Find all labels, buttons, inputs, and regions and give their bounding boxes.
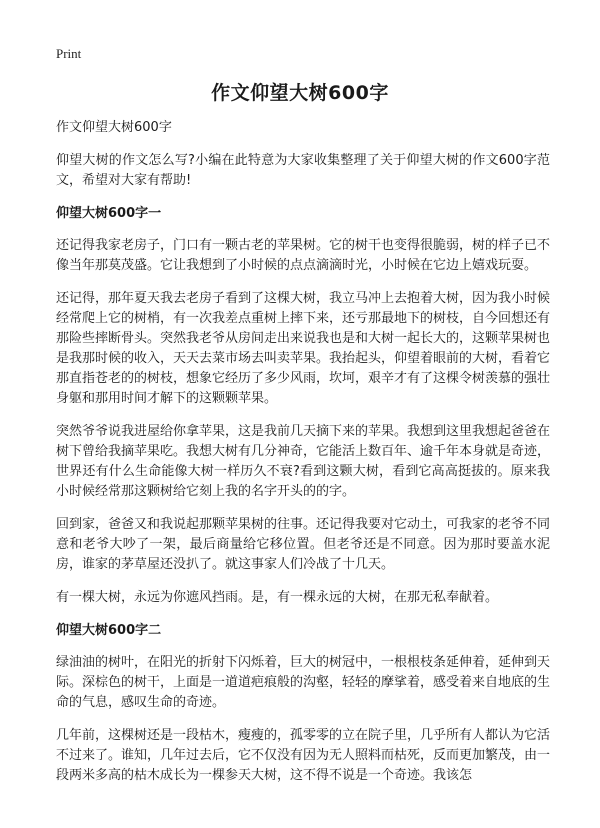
section-heading-1: 仰望大树600字一 (56, 206, 162, 221)
print-link[interactable]: Print (56, 46, 82, 61)
section-1-paragraph-4: 回到家，爸爸又和我说起那颗苹果树的往事。还记得我要对它动土，可我家的老爷不同意和老爷大吵了一架，最后商量给它移位置。但老爷还是不同意。因为那时要盖水泥房，谁家的茅草屋还没扒了。就这事家人们冷战了十几天。 (56, 517, 551, 572)
section-2-paragraph-2: 几年前，这棵树还是一段枯木，瘦瘦的，孤零零的立在院子里，几乎所有人都认为它活不过来了。谁知，几年过去后，它不仅没有因为无人照料而枯死，反而更加繁茂，由一段两米多高的枯木成长为一棵参天大树，这不得不说是一个奇迹。我该怎 (56, 728, 551, 783)
section-1-paragraph-1: 还记得我家老房子，门口有一颗古老的苹果树。它的树干也变得很脆弱，树的样子已不像当年那莫茂盛。它让我想到了小时候的点点滴滴时光，小时候在它边上嬉戏玩耍。 (56, 238, 551, 273)
section-1-paragraph-2: 还记得，那年夏天我去老房子看到了这棵大树，我立马冲上去抱着大树，因为我小时候经常爬上它的树梢，有一次我差点重树上摔下来，还亏那最地下的树枝，自今回想还有那险些摔断骨头。突然我老爷从房间走出来说我也是和大树一起长大的，这颗苹果树也是我那时候的收入，天天去菜市场去叫卖苹果。我抬起头，仰望着眼前的大树，看着它那直指苍老的的树枝，想象它经历了多少风雨，坎坷，艰辛才有了这棵令树羡慕的强壮身躯和那用时间才解下的这颗颗苹果。 (56, 291, 551, 406)
section-heading-2: 仰望大树600字二 (56, 623, 162, 638)
document-subtitle: 作文仰望大树600字 (56, 120, 172, 135)
section-1-paragraph-3: 突然爷爷说我进屋给你拿苹果，这是我前几天摘下来的苹果。我想到这里我想起爸爸在树下曾给我摘苹果吃。我想大树有几分神奇，它能活上数百年、逾千年本身就是奇迹，世界还有什么生命能像大树一样历久不衰?看到这颗大树，看到它高高挺拔的。原来我小时候经常那这颗树给它刻上我的名字开头的的字。 (56, 424, 551, 499)
intro-paragraph: 仰望大树的作文怎么写?小编在此特意为大家收集整理了关于仰望大树的作文600字范文，希望对大家有帮助! (56, 153, 550, 188)
document-content (56, 118, 550, 799)
document-title: 作文仰望大树600字 (211, 82, 389, 104)
section-2-paragraph-1: 绿油油的树叶，在阳光的折射下闪烁着，巨大的树冠中，一根根枝条延伸着，延伸到天际。深棕色的树干，上面是一道道疤痕般的沟壑，轻轻的摩挲着，感受着来自地底的生命的气息，感叹生命的奇迹。 (56, 655, 551, 710)
section-1-paragraph-5: 有一棵大树，永远为你遮风挡雨。是，有一棵永远的大树，在那无私奉献着。 (56, 590, 499, 605)
